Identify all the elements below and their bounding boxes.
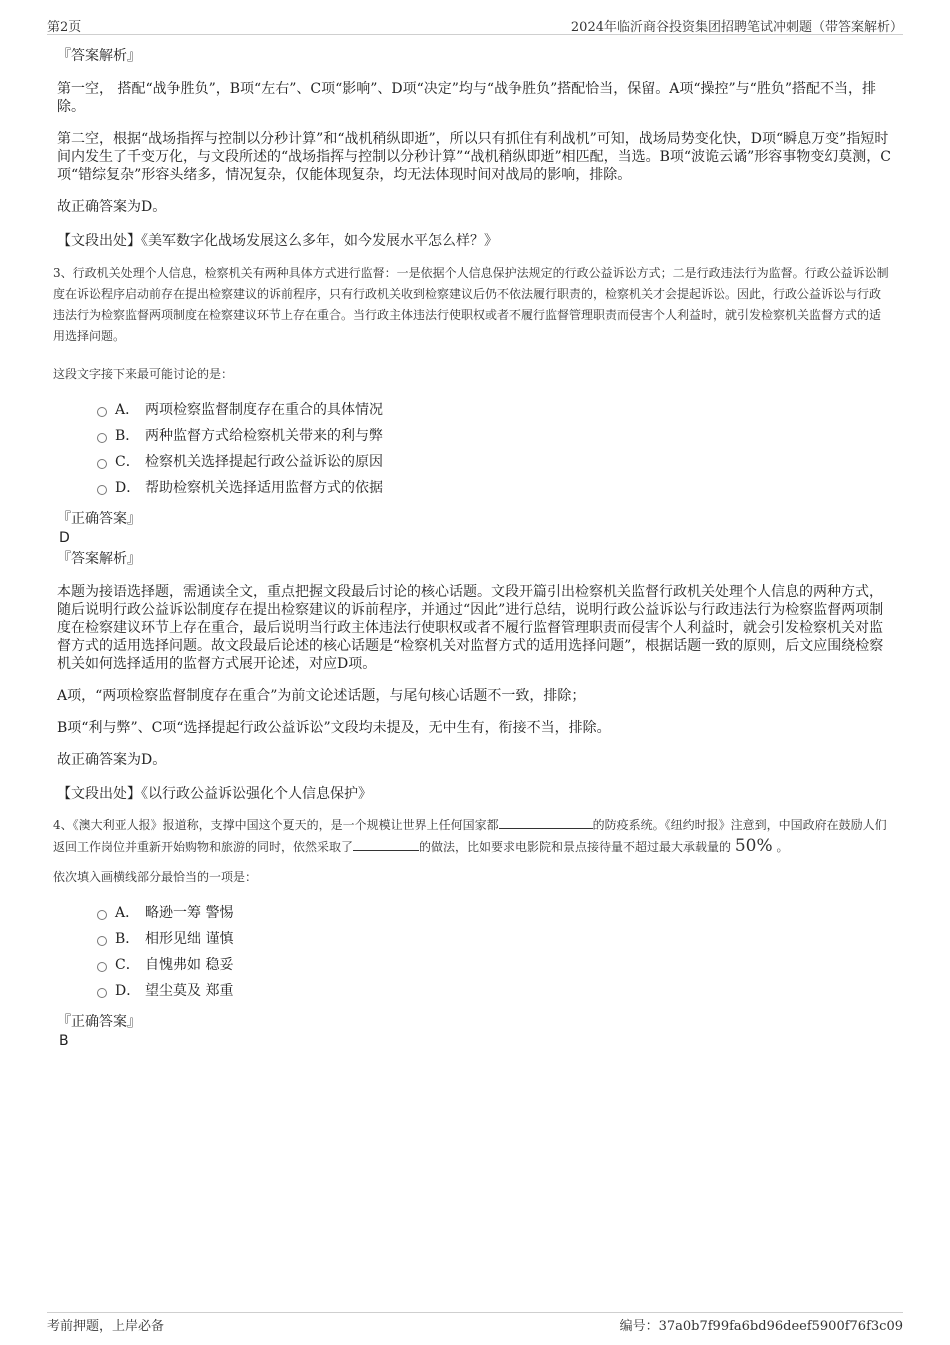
radio-icon[interactable] (97, 485, 107, 495)
analysis-paragraph: 第一空， 搭配“战争胜负”，B项“左右”、C项“影响”、D项“决定”均与“战争胜负”搭配恰当，保留。A项“操控”与“胜负”搭配不当，排除。 (57, 81, 876, 115)
radio-icon[interactable] (97, 962, 107, 972)
option-d[interactable]: D． 望尘莫及 郑重 (57, 978, 892, 1004)
document-title: 2024年临沂商谷投资集团招聘笔试冲刺题（带答案解析） (570, 20, 903, 35)
page-header (47, 14, 903, 35)
blank-line (353, 838, 419, 851)
radio-icon[interactable] (97, 910, 107, 920)
document-code: 编号：37a0b7f99fa6bd96deef5900f76f3c09 (619, 1319, 903, 1334)
option-c[interactable]: C． 自愧弗如 稳妥 (57, 952, 892, 978)
footer-slogan: 考前押题，上岸必备 (47, 1319, 165, 1334)
radio-icon[interactable] (97, 988, 107, 998)
page-number: 第2页 (47, 20, 82, 35)
correct-answer: B (59, 1033, 69, 1049)
question-prompt: 这段文字接下来最可能讨论的是： (53, 367, 234, 381)
correct-answer-label: 『正确答案』 (57, 511, 141, 527)
analysis-paragraph: A项，“两项检察监督制度存在重合”为前文论述话题，与尾句核心话题不一致，排除； (57, 688, 586, 704)
question-text: 3、行政机关处理个人信息，检察机关有两种具体方式进行监督：一是依据个人信息保护法规定的行政公益诉讼方式；二是行政违法行为监督。行政公益诉讼制度在诉讼程序启动前存在提出检察建议的诉前程序，只有行政机关收到检察建议后仍不依法履行职责的，检察机关才会提起诉讼。因此，行政公益诉讼与行政违法行为检察监督两项制度在检察建议环节上存在重合。当行政主体违法行使职权或者不履行监督管理职责而侵害个人利益时，就引发检察机关监督方式的适用选择问题。 (53, 266, 889, 343)
radio-icon[interactable] (97, 936, 107, 946)
option-b[interactable]: B． 相形见绌 谨慎 (57, 926, 892, 952)
analysis-label: 『答案解析』 (57, 48, 141, 64)
radio-icon[interactable] (97, 433, 107, 443)
options-list (57, 397, 892, 501)
analysis-paragraph: B项“利与弊”、C项“选择提起行政公益诉讼”文段均未提及，无中生有，衔接不当，排除。 (57, 720, 611, 736)
analysis-paragraph: 第二空，根据“战场指挥与控制以分秒计算”和“战机稍纵即逝”，所以只有抓住有利战机”可知，战场局势变化快，D项“瞬息万变”指短时间内发生了千变万化，与文段所述的“战场指挥与控制以分秒计算”“战机稍纵即逝”相匹配，当选。B项“波诡云谲”形容事物变幻莫测，C项“错综复杂”形容头绪多，情况复杂，仅能体现复杂，均无法体现时间对战局的影响，排除。 (57, 131, 891, 183)
correct-answer-label: 『正确答案』 (57, 1014, 141, 1030)
options-list (57, 900, 892, 1004)
analysis-conclusion: 故正确答案为D。 (57, 752, 167, 768)
radio-icon[interactable] (97, 407, 107, 417)
source-citation: 【文段出处】《美军数字化战场发展这么多年，如今发展水平怎么样？》 (57, 233, 498, 249)
question-prompt: 依次填入画横线部分最恰当的一项是： (53, 870, 258, 884)
source-citation: 【文段出处】《以行政公益诉讼强化个人信息保护》 (57, 786, 372, 802)
radio-icon[interactable] (97, 459, 107, 469)
question-text: 4、《澳大利亚人报》报道称，支撑中国这个夏天的，是一个规模让世界上任何国家都 的防疫系统。《纽约时报》注意到，中国政府在鼓励人们返回工作岗位并重新开始购物和旅游的同时，依然采取了 的做法，比如要求电影院和景点接待量不超过最大承载量的 50% 。 (53, 818, 887, 856)
page-footer (47, 1312, 903, 1335)
analysis-paragraph: 本题为接语选择题，需通读全文，重点把握文段最后讨论的核心话题。文段开篇引出检察机关监督行政机关处理个人信息的两种方式，随后说明行政公益诉讼制度存在提出检察建议的诉前程序，并通过“因此”进行总结，说明行政公益诉讼与行政违法行为检察监督两项制度在检察建议环节上存在重合，最后说明当行政主体违法行使职权或者不履行监督管理职责而侵害个人利益时，就会引发检察机关对监督方式的适用选择问题。故文段最后论述的核心话题是“检察机关对监督方式的适用选择问题”，根据话题一致的原则，后文应围绕检察机关如何选择适用的监督方式展开论述，对应D项。 (57, 584, 884, 672)
analysis-conclusion: 故正确答案为D。 (57, 199, 167, 215)
option-a[interactable]: A． 略逊一筹 警惕 (57, 900, 892, 926)
option-c[interactable]: C． 检察机关选择提起行政公益诉讼的原因 (57, 449, 892, 475)
option-d[interactable]: D． 帮助检察机关选择适用监督方式的依据 (57, 475, 892, 501)
analysis-label: 『答案解析』 (57, 551, 141, 567)
option-a[interactable]: A． 两项检察监督制度存在重合的具体情况 (57, 397, 892, 423)
blank-line (499, 816, 593, 829)
option-b[interactable]: B． 两种监督方式给检察机关带来的利与弊 (57, 423, 892, 449)
main-content (53, 44, 892, 1052)
correct-answer: D (59, 530, 70, 546)
